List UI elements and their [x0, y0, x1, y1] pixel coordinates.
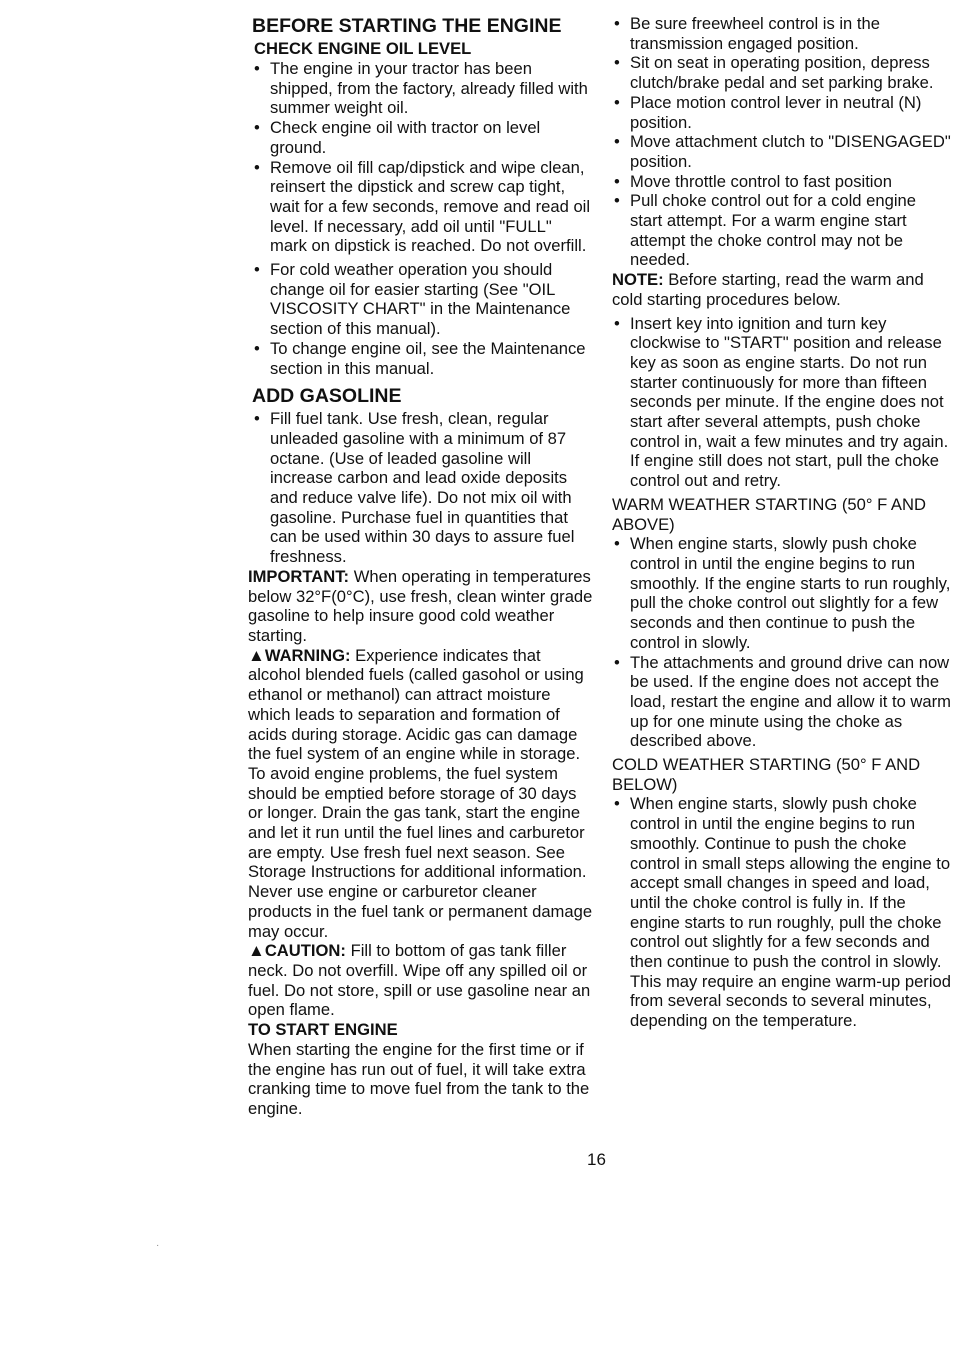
- oil-subheading: CHECK ENGINE OIL LEVEL: [254, 39, 472, 58]
- caution-triangle-icon: ▲: [248, 941, 265, 961]
- important-label: IMPORTANT:: [248, 566, 350, 586]
- list-item: • The attachments and ground drive can now be used. If the engine does not accept the load, restart the engine and allow it to warm up for one minute using the choke as described above.: [612, 653, 952, 752]
- caution-label: CAUTION:: [264, 941, 346, 961]
- cold-weather-list: [612, 794, 952, 1030]
- gasoline-heading: ADD GASOLINE: [252, 385, 402, 408]
- warm-weather-heading: WARM WEATHER STARTING (50° F AND ABOVE): [612, 494, 926, 534]
- list-item: • Pull choke control out for a cold engine start attempt. For a warm engine start attempt the choke control may not be needed.: [612, 191, 952, 270]
- list-item: • To change engine oil, see the Maintenance section in this manual.: [252, 339, 593, 378]
- note-paragraph: [612, 270, 952, 309]
- stray-mark: ·: [156, 1240, 160, 1251]
- warning-text: Experience indicates that alcohol blended fuels (called gasohol or using ethanol or methanol) can attract moisture which leads to separation and formation of acids during storage. Acidic gas can damage the fuel system of an engine while in storage. To avoid engine problems, the fuel system should be emptied before storage of 30 days or longer. Drain the gas tank, start the engine and let it run until the fuel lines and carburetor are empty. Use fresh fuel next season. See Storage Instructions for additional information. Never use engine or carburetor cleaner products in the fuel tank or permanent damage may occur.: [248, 645, 593, 941]
- gasoline-list: [252, 409, 593, 567]
- caution-text: Fill to bottom of gas tank filler neck. Do not overfill. Wipe off any spilled oil or fuel. Do not store, spill or use gasoline near an open flame.: [248, 941, 591, 1020]
- warning-label: WARNING:: [264, 645, 351, 665]
- section-heading: BEFORE STARTING THE ENGINE: [252, 15, 562, 37]
- list-item: • Check engine oil with tractor on level ground.: [252, 118, 593, 157]
- note-text: Before starting, read the warm and cold starting procedures below.: [612, 270, 924, 309]
- right-column: [612, 14, 952, 1031]
- left-column: [248, 14, 593, 1119]
- start-engine-text: When starting the engine for the first time or if the engine has run out of fuel, it will take extra cranking time to move fuel from the tank to the engine.: [248, 1040, 590, 1119]
- list-item: • Remove oil fill cap/dipstick and wipe clean, reinsert the dipstick and screw cap tight, wait for a few seconds, remove and read oil level. If necessary, add oil until "FULL" mark on dipstick is reached. Do not overfill.: [252, 158, 593, 257]
- list-item: • Sit on seat in operating position, depress clutch/brake pedal and set parking brake.: [612, 53, 952, 92]
- start-engine-heading: TO START ENGINE: [248, 1020, 398, 1040]
- page-number: 16: [587, 1150, 606, 1169]
- important-paragraph: [248, 567, 593, 646]
- list-item: • Be sure freewheel control is in the transmission engaged position.: [612, 14, 952, 53]
- warning-triangle-icon: ▲: [248, 645, 265, 665]
- start-steps-list: [612, 14, 952, 270]
- important-text: When operating in temperatures below 32°F(0°C), use fresh, clean winter grade gasoline to help insure good cold weather starting.: [248, 566, 593, 645]
- list-item: • When engine starts, slowly push choke control in until the engine begins to run smoothly. If the engine starts to run roughly, pull the choke control out slightly for a few seconds and then continue to push the control in slowly.: [612, 534, 952, 652]
- list-item: • Insert key into ignition and turn key clockwise to "START" position and release key as soon as engine starts. Do not run starter continuously for more than fifteen seconds per minute. If the engine does not start after several attempts, push choke control in, wait a few minutes and try again. If engine still does not start, pull the choke control out and retry.: [612, 314, 952, 491]
- warm-weather-list: [612, 534, 952, 751]
- note-label: NOTE:: [612, 270, 664, 290]
- list-item: • Move attachment clutch to "DISENGAGED" position.: [612, 132, 952, 171]
- list-item: • The engine in your tractor has been shipped, from the factory, already filled with summer weight oil.: [252, 59, 593, 118]
- oil-list: [252, 59, 593, 378]
- list-item: • Place motion control lever in neutral (N) position.: [612, 93, 952, 132]
- caution-paragraph: [248, 941, 593, 1020]
- list-item: • Move throttle control to fast position: [612, 172, 952, 192]
- list-item: • Fill fuel tank. Use fresh, clean, regular unleaded gasoline with a minimum of 87 octane. (Use of leaded gasoline will increase carbon and lead oxide deposits and reduce valve life). Do not mix oil with gasoline. Purchase fuel in quantities that can be used within 30 days to assure fuel freshness.: [252, 409, 593, 567]
- key-list: [612, 314, 952, 491]
- cold-weather-heading: COLD WEATHER STARTING (50° F AND BELOW): [612, 755, 921, 794]
- warning-paragraph: [248, 646, 593, 942]
- list-item: • When engine starts, slowly push choke control in until the engine begins to run smoothly. Continue to push the choke control in small steps allowing the engine to accept small changes in speed and load, until the choke control is fully in. If the engine starts to run roughly, pull the choke control out slightly for a few seconds and then continue to push the control in slowly. This may require an engine warm-up period from several seconds to several minutes, depending on the temperature.: [612, 794, 952, 1030]
- list-item: • For cold weather operation you should change oil for easier starting (See "OIL VISCOSITY CHART" in the Maintenance section of this manual).: [252, 260, 593, 339]
